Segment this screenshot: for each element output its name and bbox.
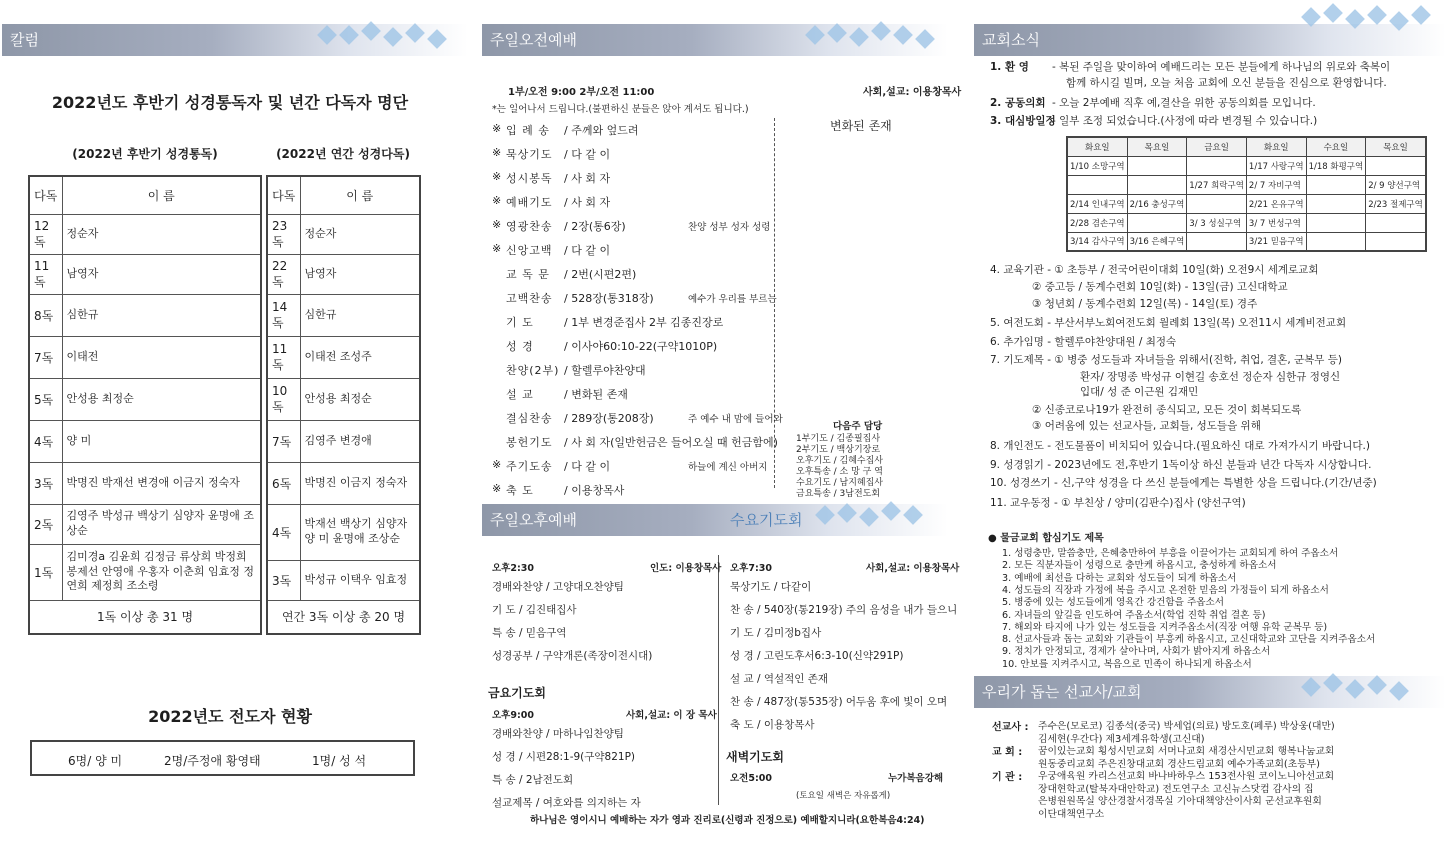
column-column <box>0 0 440 842</box>
read-count: 7독 <box>267 420 300 462</box>
dawn-leader: 누가복음강해 <box>888 773 944 784</box>
visit-calendar <box>1066 136 1427 252</box>
order-label: 기 도 <box>506 316 534 329</box>
prayer-item: 6. 자녀들의 앞길을 인도하여 주옵소서(학업 진학 취업 결혼 등) <box>1002 609 1266 621</box>
order-value: / 주께와 엎드려 <box>564 124 639 137</box>
order-mark: ※ <box>492 146 502 159</box>
news-item: ③ 어려움에 있는 선교사들, 교회들, 성도들을 위해 <box>1032 420 1261 432</box>
reader-names: 정순자 <box>62 214 261 254</box>
mission-text: 주수은(모로코) 김종석(중국) 박세업(의료) 방도호(페루) 박상웅(대만) <box>1038 721 1335 732</box>
calendar-cell: 1/27 희락구역 <box>1187 175 1247 194</box>
order-label: 결심찬송 <box>506 412 553 425</box>
order-mark: ※ <box>492 122 502 135</box>
reader-names: 심한규 <box>300 294 420 336</box>
annual-reading-table <box>266 175 421 635</box>
next-duty-item: 오후특송 / 소 망 구 역 <box>796 467 883 477</box>
order-item: 특 송 / 믿음구역 <box>492 627 567 639</box>
order-value: / 사 회 자 <box>564 196 611 209</box>
news-item: 11. 교우동정 - ① 부친상 / 양미(김판수)집사 (양선구역) <box>990 497 1246 509</box>
order-mark: ※ <box>492 458 502 471</box>
evangelism-item: 2명/주정애 황영태 <box>164 754 261 768</box>
th-count: 다독 <box>29 176 62 214</box>
order-item: 찬 송 / 540장(통219장) 주의 음성을 내가 들으니 <box>730 604 958 616</box>
mission-text: 장대현학교(탈북자대안학교) 전도연구소 고신뉴스닷컴 감사의 집 <box>1038 783 1314 795</box>
reader-names: 이태전 <box>62 336 261 378</box>
dawn-time: 오전5:00 <box>730 773 772 784</box>
hymn-title: 찬양 성부 성자 성령 <box>688 222 771 233</box>
news-header <box>974 24 1446 56</box>
order-label: 봉헌기도 <box>506 436 553 449</box>
mission-text: 이단대책연구소 <box>1038 808 1105 820</box>
order-value: / 289장(통208장) <box>564 412 654 425</box>
prayer-item: 9. 정치가 안정되고, 경제가 살아나며, 사회가 밝아지게 하옵소서 <box>1002 646 1271 658</box>
order-label: 찬양(2부) <box>506 364 560 377</box>
th-name: 이 름 <box>300 176 420 214</box>
order-value: / 이용창목사 <box>564 484 625 497</box>
prayer-item: 1. 성령충만, 말씀충만, 은혜충만하여 부흥을 이끌어가는 교회되게 하여 주옵소서 <box>1002 548 1339 559</box>
order-label: 교 독 문 <box>506 268 550 281</box>
read-count: 5독 <box>29 378 62 420</box>
news-text-2: 함께 하시길 빌며, 오늘 처음 교회에 오신 분들을 진심으로 환영합니다. <box>1066 77 1387 89</box>
calendar-cell <box>1067 175 1127 194</box>
news-item: 9. 성경읽기 - 2023년에도 전,후반기 1독이상 하신 분들과 년간 다독자 시상합니다. <box>990 459 1372 471</box>
evangelism-title: 2022년도 전도자 현황 <box>148 707 312 726</box>
calendar-cell <box>1306 232 1366 251</box>
calendar-cell: 1/10 소망구역 <box>1067 156 1127 175</box>
read-count: 4독 <box>267 504 300 560</box>
half-total: 1독 이상 총 31 명 <box>29 600 261 634</box>
order-value: / 2번(시편2편) <box>564 268 637 281</box>
am-time: 1부/오전 9:00 2부/오전 11:00 <box>508 87 655 98</box>
pm-leader: 인도: 이용창목사 <box>650 563 722 574</box>
mission-text: 은병원원목실 양산경찰서경목실 기아대책양산이사회 군선교후원회 <box>1038 796 1322 807</box>
calendar-cell: 2/28 겸손구역 <box>1067 213 1127 232</box>
calendar-day: 금요일 <box>1187 137 1247 156</box>
news-item: ② 중고등 / 동계수련회 10일(화) - 13일(금) 고신대학교 <box>1032 281 1288 293</box>
annual-total: 연간 3독 이상 총 20 명 <box>267 600 420 634</box>
next-duty-item: 오후기도 / 김혜수집사 <box>796 456 884 466</box>
reader-names: 남영자 <box>300 254 420 294</box>
wed-header-label: 수요기도회 <box>730 511 803 529</box>
mission-text: 김세현(우간다) 제3세계유학생(고신대) <box>1038 733 1205 745</box>
mission-header <box>974 676 1446 708</box>
calendar-cell <box>1366 156 1426 175</box>
read-count: 22독 <box>267 254 300 294</box>
order-item: 기 도 / 김진태집사 <box>492 604 577 616</box>
order-item: 특 송 / 2남전도회 <box>492 774 574 786</box>
order-item: 묵상기도 / 다같이 <box>730 581 812 593</box>
read-count: 4독 <box>29 420 62 462</box>
news-text: - 오늘 2부예배 직후 예,결산을 위한 공동의회를 모입니다. <box>1052 97 1316 109</box>
reading-title: 2022년도 후반기 성경통독자 및 년간 다독자 명단 <box>51 93 409 112</box>
next-duty-item: 금요특송 / 3남전도회 <box>796 489 881 499</box>
calendar-cell: 3/16 은혜구역 <box>1127 232 1187 251</box>
calendar-cell: 3/14 감사구역 <box>1067 232 1127 251</box>
order-item: 축 도 / 이용창목사 <box>730 719 815 731</box>
hymn-title: 주 예수 내 맘에 들어와 <box>688 414 783 425</box>
order-label: 주기도송 <box>506 460 553 473</box>
mission-label: 기 관 : <box>992 772 1023 783</box>
news-item: 5. 여전도회 - 부산서부노회여전도회 월례회 13일(목) 오전11시 세계비전교회 <box>990 317 1347 329</box>
read-count: 6독 <box>267 462 300 504</box>
wed-time: 오후7:30 <box>730 563 772 574</box>
calendar-cell <box>1127 175 1187 194</box>
hymn-title: 하늘에 계신 아버지 <box>688 462 768 473</box>
calendar-day: 목요일 <box>1127 137 1187 156</box>
mission-header-label: 우리가 돕는 선교사/교회 <box>982 683 1142 701</box>
prayer-item: 7. 해외와 타지에 나가 있는 성도들을 지켜주옵소서(직장 여행 유학 군복무 등) <box>1002 621 1328 633</box>
calendar-day: 수요일 <box>1306 137 1366 156</box>
news-column <box>970 0 1454 842</box>
calendar-cell: 3/ 7 번성구역 <box>1246 213 1306 232</box>
news-item: ③ 청년회 / 동계수련회 12일(목) - 14일(토) 경주 <box>1032 298 1258 310</box>
calendar-cell: 3/ 3 성실구역 <box>1187 213 1247 232</box>
order-item: 성경공부 / 구약개론(족장이전시대) <box>492 650 653 662</box>
reader-names: 김영주 박성규 백상기 심양자 윤명애 조상순 <box>62 504 261 544</box>
prayer-item: 5. 병중에 있는 성도들에게 영육간 강건함을 주옵소서 <box>1002 597 1225 609</box>
fri-time: 오후9:00 <box>492 710 534 721</box>
order-value: / 사 회 자 <box>564 172 611 185</box>
calendar-day: 목요일 <box>1366 137 1426 156</box>
order-item: 기 도 / 김미정b집사 <box>730 627 822 639</box>
column-header <box>2 24 468 56</box>
order-item: 경배와찬양 / 고양대오찬양팀 <box>492 581 624 593</box>
calendar-cell: 2/23 절제구역 <box>1366 194 1426 213</box>
calendar-day: 화요일 <box>1246 137 1306 156</box>
order-item: 설교제목 / 여호와를 의지하는 자 <box>492 797 641 809</box>
pm-divider <box>718 555 719 805</box>
order-mark: ※ <box>492 482 502 495</box>
reading-sub-right: (2022년 연간 성경다독) <box>276 147 410 161</box>
order-item: 설 교 / 역설적인 존재 <box>730 673 829 685</box>
prayer-item: 10. 안보를 지켜주시고, 복음으로 민족이 하나되게 하옵소서 <box>1002 658 1252 670</box>
pm-header-label: 주일오후예배 <box>490 511 577 529</box>
read-count: 3독 <box>267 560 300 600</box>
am-worship-header <box>482 24 948 56</box>
order-item: 경배와찬양 / 마하나임찬양팀 <box>492 728 624 740</box>
reader-names: 정순자 <box>300 214 420 254</box>
calendar-cell: 2/16 충성구역 <box>1127 194 1187 213</box>
news-item: 10. 성경쓰기 - 신,구약 성경을 다 쓰신 분들에게는 특별한 상을 드립니다.(기간/년중) <box>990 477 1377 489</box>
order-mark: ※ <box>492 242 502 255</box>
calendar-cell <box>1187 194 1247 213</box>
order-value: / 다 같 이 <box>564 460 611 473</box>
order-label: 신앙고백 <box>506 244 553 257</box>
wed-leader: 사회,설교: 이용창목사 <box>866 563 960 574</box>
order-label: 예배기도 <box>506 196 553 209</box>
reader-names: 이태전 조성주 <box>300 336 420 378</box>
order-value: / 1부 변경준집사 2부 김종진장로 <box>564 316 724 329</box>
order-label: 설 교 <box>506 388 534 401</box>
order-label: 고백찬송 <box>506 292 553 305</box>
sermon-title: 변화된 존재 <box>830 119 892 133</box>
calendar-cell: 2/ 7 자비구역 <box>1246 175 1306 194</box>
calendar-cell <box>1366 213 1426 232</box>
next-duty-item: 수요기도 / 남지혜집사 <box>796 478 884 488</box>
reader-names: 안성용 최정순 <box>300 378 420 420</box>
calendar-cell: 2/14 인내구역 <box>1067 194 1127 213</box>
reader-names: 김미경a 김윤희 김정금 류상희 박정희 봉제선 안영애 우홍자 이춘희 임효정 정연희 제정희 조소령 <box>62 544 261 600</box>
news-text: - 복된 주일을 맞이하여 예배드리는 모든 분들에게 하나님의 위로와 축복이 <box>1052 61 1391 73</box>
fri-leader: 사회,설교: 이 장 목사 <box>626 710 717 721</box>
evangelism-item: 6명/ 양 미 <box>68 754 123 768</box>
th-name: 이 름 <box>62 176 261 214</box>
read-count: 2독 <box>29 504 62 544</box>
evangelism-item: 1명/ 성 석 <box>312 754 367 768</box>
calendar-cell <box>1366 232 1426 251</box>
am-leader: 사회,설교: 이용창목사 <box>863 87 962 98</box>
order-item: 찬 송 / 487장(통535장) 어두움 후에 빛이 오며 <box>730 696 948 708</box>
mission-label: 교 회 : <box>992 747 1023 758</box>
reader-names: 김영주 변경애 <box>300 420 420 462</box>
read-count: 3독 <box>29 462 62 504</box>
mission-text: 원동중리교회 주은진창대교회 경산드림교회 예수가족교회(초등부) <box>1038 758 1320 770</box>
order-label: 묵상기도 <box>506 148 553 161</box>
next-duty-title: 다음주 담당 <box>833 421 883 432</box>
read-count: 23독 <box>267 214 300 254</box>
calendar-cell: 1/18 화평구역 <box>1306 156 1366 175</box>
news-label: 1. 환 영 <box>990 61 1029 73</box>
news-item: 입대/ 성 준 이근원 김재민 <box>1080 386 1199 398</box>
fri-title: 금요기도회 <box>488 686 546 700</box>
calendar-cell: 2/ 9 양선구역 <box>1366 175 1426 194</box>
read-count: 14독 <box>267 294 300 336</box>
prayer-item: 2. 모든 직분자들이 성령으로 충만케 하옵시고, 충성하게 하옵소서 <box>1002 560 1277 572</box>
reader-names: 박명진 박재선 변경애 이금지 정숙자 <box>62 462 261 504</box>
reader-names: 박성규 이택우 임효정 <box>300 560 420 600</box>
read-count: 12독 <box>29 214 62 254</box>
calendar-cell: 3/21 믿음구역 <box>1246 232 1306 251</box>
calendar-cell <box>1127 156 1187 175</box>
calendar-cell <box>1127 213 1187 232</box>
calendar-cell: 1/17 사랑구역 <box>1246 156 1306 175</box>
read-count: 7독 <box>29 336 62 378</box>
news-item: 7. 기도제목 - ① 병중 성도들과 자녀들을 위해서(진학, 취업, 결혼, 군복무 등) <box>990 354 1342 366</box>
prayer-item: 8. 선교사들과 돕는 교회와 기관들이 부흥케 하옵시고, 고신대학교와 고단을 지켜주옵소서 <box>1002 634 1376 646</box>
prayer-title: ● 물금교회 합심기도 제목 <box>988 533 1104 544</box>
order-item: 성 경 / 고린도후서6:3-10(신약291P) <box>730 650 904 662</box>
order-item: 성 경 / 시편28:1-9(구약821P) <box>492 751 636 763</box>
reader-names: 심한규 <box>62 294 261 336</box>
order-value: / 할렐루야찬양대 <box>564 364 646 377</box>
news-item: 환자/ 장명종 박성규 이현길 송호선 정순자 심한규 정영신 <box>1080 371 1341 383</box>
dawn-note: (토요일 새벽은 자유롭게) <box>796 791 891 801</box>
mission-text: 꿈이있는교회 횡성시민교회 서머나교회 새경산시민교회 행복나눔교회 <box>1038 746 1335 757</box>
order-label: 성시봉독 <box>506 172 553 185</box>
read-count: 10독 <box>267 378 300 420</box>
reading-sub-left: (2022년 후반기 성경통독) <box>72 147 218 161</box>
next-duty-item: 2부기도 / 백상기장로 <box>796 445 881 455</box>
order-value: / 변화된 존재 <box>564 388 628 401</box>
order-value: / 이사야60:10-22(구약1010P) <box>564 340 718 353</box>
half-reading-table <box>28 175 262 635</box>
calendar-cell <box>1306 194 1366 213</box>
worship-column <box>478 0 962 842</box>
order-label: 성 경 <box>506 340 534 353</box>
read-count: 11독 <box>29 254 62 294</box>
news-text: - 일부 조정 되었습니다.(사정에 따라 변경될 수 있습니다.) <box>1052 115 1318 127</box>
news-header-label: 교회소식 <box>982 31 1040 49</box>
order-label: 축 도 <box>506 484 534 497</box>
prayer-item: 4. 성도들의 직장과 가정에 복을 주시고 온전한 믿음의 가정들이 되게 하옵소서 <box>1002 584 1329 596</box>
order-value: / 사 회 자(일반헌금은 들어오실 때 헌금함에) <box>564 436 778 449</box>
order-value: / 528장(통318장) <box>564 292 654 305</box>
news-item: ② 신종코로나19가 완전히 종식되고, 모든 것이 회복되도록 <box>1032 404 1302 416</box>
calendar-cell <box>1187 156 1247 175</box>
reader-names: 양 미 <box>62 420 261 462</box>
calendar-cell <box>1306 175 1366 194</box>
read-count: 11독 <box>267 336 300 378</box>
news-item: 4. 교육기관 - ① 초등부 / 전국어린이대회 10일(화) 오전9시 세계로교회 <box>990 264 1319 276</box>
pm-time: 오후2:30 <box>492 563 534 574</box>
read-count: 8독 <box>29 294 62 336</box>
reader-names: 박재선 백상기 심양자 양 미 윤명애 조상순 <box>300 504 420 560</box>
footer-verse: 하나님은 영이시니 예배하는 자가 영과 진리로(신령과 진정으로) 예배할지니라(요한복음4:24) <box>530 815 925 826</box>
news-item: 6. 추가임명 - 할렐루야찬양대원 / 최정숙 <box>990 336 1177 348</box>
am-header-label: 주일오전예배 <box>490 31 577 49</box>
calendar-cell <box>1306 213 1366 232</box>
order-value: / 2장(통6장) <box>564 220 626 233</box>
dawn-title: 새벽기도회 <box>726 750 784 764</box>
reader-names: 남영자 <box>62 254 261 294</box>
mission-label: 선교사 : <box>992 722 1029 733</box>
order-label: 영광찬송 <box>506 220 553 233</box>
am-note: *는 일어나서 드립니다.(불편하신 분들은 앉아 계셔도 됩니다.) <box>492 104 749 115</box>
order-value: / 다 같 이 <box>564 148 611 161</box>
calendar-cell <box>1187 232 1247 251</box>
next-duty-item: 1부기도 / 김종필집사 <box>796 434 881 444</box>
order-mark: ※ <box>492 218 502 231</box>
calendar-cell: 2/21 온유구역 <box>1246 194 1306 213</box>
calendar-day: 화요일 <box>1067 137 1127 156</box>
order-mark: ※ <box>492 194 502 207</box>
reader-names: 안성용 최정순 <box>62 378 261 420</box>
news-item: 8. 개인전도 - 전도물품이 비치되어 있습니다.(필요하신 대로 가져가시기 바랍니다.) <box>990 440 1370 452</box>
order-label: 입 례 송 <box>506 124 550 137</box>
news-label: 2. 공동의회 <box>990 97 1046 109</box>
news-label: 3. 대심방일정 <box>990 115 1056 127</box>
read-count: 1독 <box>29 544 62 600</box>
reader-names: 박명진 이금지 정숙자 <box>300 462 420 504</box>
mission-text: 우궁애육원 카리스선교회 바나바하우스 153전사원 코이노니아선교회 <box>1038 771 1335 782</box>
prayer-item: 3. 예배에 최선을 다하는 교회와 성도들이 되게 하옵소서 <box>1002 572 1237 584</box>
order-value: / 다 같 이 <box>564 244 611 257</box>
order-mark: ※ <box>492 170 502 183</box>
hymn-title: 예수가 우리를 부르는 <box>688 294 777 305</box>
th-count: 다독 <box>267 176 300 214</box>
pm-worship-header <box>482 504 948 536</box>
evangelism-box <box>30 740 415 776</box>
column-header-label: 칼럼 <box>10 31 39 49</box>
